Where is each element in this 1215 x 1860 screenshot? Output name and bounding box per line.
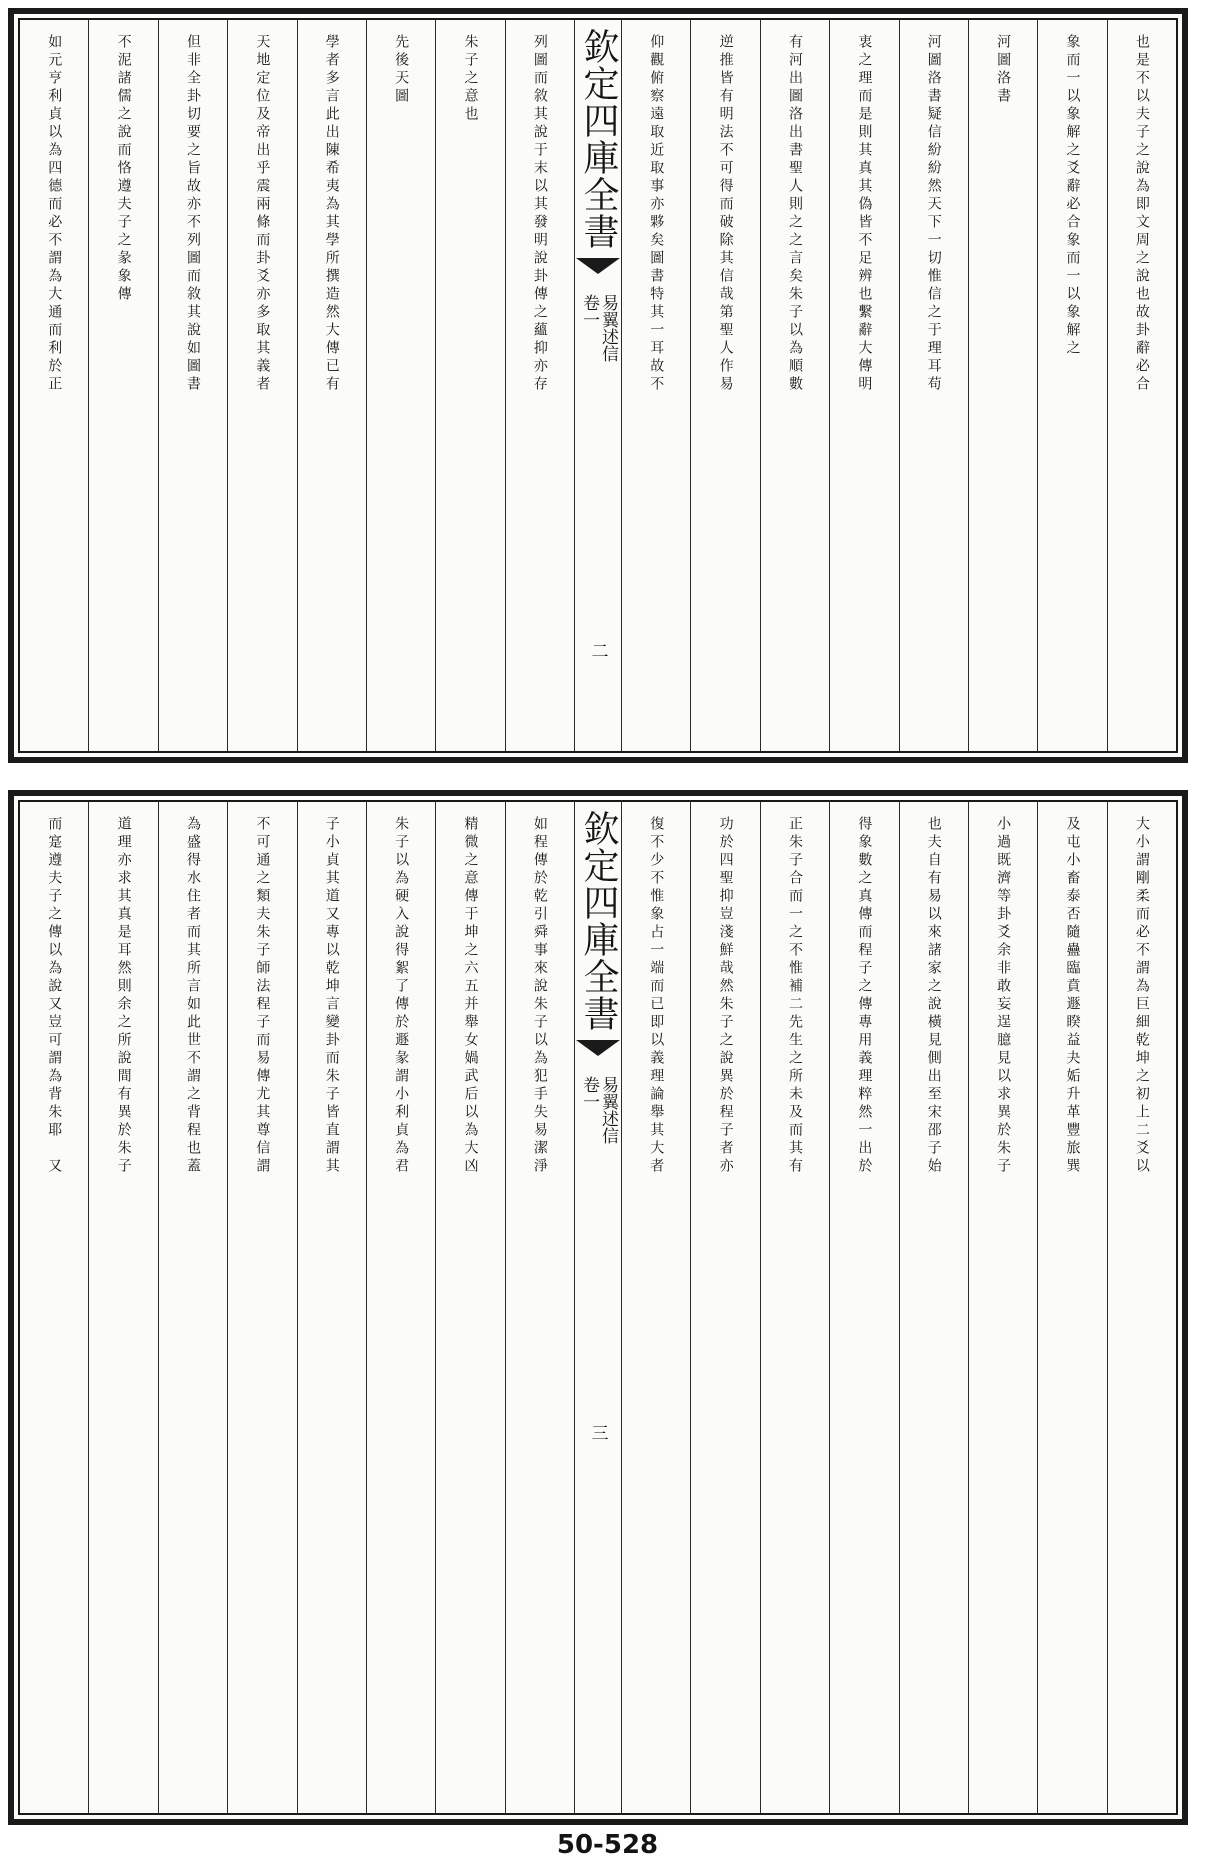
upper-page (8, 8, 1188, 763)
gutter-title: 欽定四庫全書 (578, 28, 619, 250)
text-column (690, 20, 759, 751)
column-text: 如程傳於乾引舜事來說朱子以為犯手失易潔淨 (531, 816, 548, 1176)
gutter-volume: 卷一 (579, 1076, 599, 1110)
column-text: 而寔遵夫子之傳以為說又豈可謂為背朱耶 又 (46, 816, 63, 1176)
column-text: 有河出圖洛出書聖人則之之言矣朱子以為順數 (786, 34, 803, 394)
column-text: 道理亦求其真是耳然則余之所說間有異於朱子 (115, 816, 132, 1176)
column-text: 功於四聖抑豈淺鮮哉然朱子之說異於程子者亦 (717, 816, 734, 1176)
column-text: 河圖洛書 (995, 34, 1012, 106)
text-column (760, 20, 829, 751)
text-column (158, 20, 227, 751)
column-text: 得象數之真傳而程子之傳專用義理粹然一出於 (856, 816, 873, 1176)
column-text: 精微之意傳于坤之六五并舉女媧武后以為大凶 (462, 816, 479, 1176)
text-column (435, 20, 504, 751)
text-column (621, 802, 690, 1813)
column-text: 不泥諸儒之說而恪遵夫子之彖象傳 (115, 34, 132, 304)
text-column (297, 20, 366, 751)
text-column (20, 802, 88, 1813)
text-column (505, 802, 574, 1813)
text-column (1037, 802, 1106, 1813)
text-column (505, 20, 574, 751)
column-text: 衷之理而是則其真其偽皆不足辨也繫辭大傳明 (856, 34, 873, 394)
text-column (621, 20, 690, 751)
column-text: 河圖洛書疑信紛紛然天下一切惟信之于理耳苟 (925, 34, 942, 394)
column-text: 朱子以為硬入說得絮了傳於遯彖謂小利貞為君 (393, 816, 410, 1176)
center-gutter (574, 20, 621, 751)
column-text: 列圖而敘其說于末以其發明說卦傳之蘊抑亦存 (531, 34, 548, 394)
text-column (760, 802, 829, 1813)
text-column (227, 802, 296, 1813)
column-text: 也是不以夫子之說為即文周之說也故卦辭必合 (1133, 34, 1150, 394)
center-gutter (574, 802, 621, 1813)
text-column (899, 802, 968, 1813)
text-column (435, 802, 504, 1813)
text-column (88, 20, 157, 751)
column-text: 朱子之意也 (462, 34, 479, 124)
column-text: 學者多言此出陳希夷為其學所撰造然大傳已有 (323, 34, 340, 394)
column-text: 子小貞其道又專以乾坤言變卦而朱子皆直謂其 (323, 816, 340, 1176)
column-text: 仰觀俯察遠取近取事亦夥矣圖書特其一耳故不 (648, 34, 665, 394)
column-text: 但非全卦切要之旨故亦不列圖而敘其說如圖書 (184, 34, 201, 394)
gutter-page-number: 三 (587, 1424, 608, 1441)
text-column (829, 20, 898, 751)
text-column (968, 20, 1037, 751)
column-text: 正朱子合而一之不惟補二先生之所未及而其有 (786, 816, 803, 1176)
text-column (366, 20, 435, 751)
text-column (20, 20, 88, 751)
fish-tail-mark-icon (576, 1040, 620, 1056)
page-footer-number: 50-528 (556, 1830, 659, 1860)
upper-page-columns (20, 20, 1176, 751)
column-text: 先後天圖 (393, 34, 410, 106)
gutter-volume: 卷一 (579, 294, 599, 328)
text-column (227, 20, 296, 751)
text-column (158, 802, 227, 1813)
gutter-book-title: 易翼述信 (598, 294, 618, 362)
gutter-book-title: 易翼述信 (598, 1076, 618, 1144)
text-column (297, 802, 366, 1813)
text-column (1037, 20, 1106, 751)
fish-tail-mark-icon (576, 258, 620, 274)
text-column (1107, 802, 1176, 1813)
gutter-book-info (580, 1076, 616, 1144)
column-text: 大小謂剛柔而必不謂為巨細乾坤之初上二爻以 (1133, 816, 1150, 1176)
gutter-book-info (580, 294, 616, 362)
column-text: 及屯小畜泰否隨蠱臨賁遯睽益夬姤升革豐旅巽 (1064, 816, 1081, 1176)
text-column (899, 20, 968, 751)
column-text: 為盛得水住者而其所言如此世不謂之背程也蓋 (184, 816, 201, 1176)
column-text: 復不少不惟象占一端而已即以義理論舉其大者 (648, 816, 665, 1176)
upper-page-frame (18, 18, 1178, 753)
lower-page (8, 790, 1188, 1825)
text-column (968, 802, 1037, 1813)
lower-page-frame (18, 800, 1178, 1815)
column-text: 逆推皆有明法不可得而破除其信哉第聖人作易 (717, 34, 734, 394)
column-text: 如元亨利貞以為四德而必不謂為大通而利於正 (46, 34, 63, 394)
text-column (366, 802, 435, 1813)
column-text: 象而一以象解之爻辭必合象而一以象解之 (1064, 34, 1081, 358)
text-column (88, 802, 157, 1813)
column-text: 也夫自有易以來諸家之說橫見側出至宋邵子始 (925, 816, 942, 1176)
column-text: 小過既濟等卦爻余非敢妄逞臆見以求異於朱子 (995, 816, 1012, 1176)
text-column (829, 802, 898, 1813)
column-text: 不可通之類夫朱子師法程子而易傳尤其尊信謂 (254, 816, 271, 1176)
text-column (1107, 20, 1176, 751)
lower-page-columns (20, 802, 1176, 1813)
column-text: 天地定位及帝出乎震兩條而卦爻亦多取其義者 (254, 34, 271, 394)
text-column (690, 802, 759, 1813)
gutter-page-number: 二 (587, 642, 608, 659)
gutter-title: 欽定四庫全書 (578, 810, 619, 1032)
